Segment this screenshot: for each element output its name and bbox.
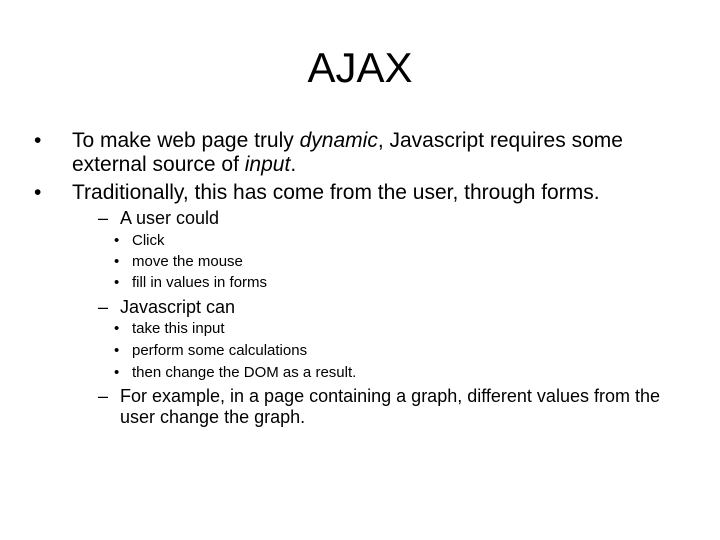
sub-sub-point-text: take this input — [132, 320, 225, 337]
text-run-italic: dynamic — [299, 129, 378, 152]
sub-point — [82, 208, 710, 229]
text-run: , Javascript requires some external source of — [72, 129, 623, 176]
bullet-text: Traditionally, this has come from the user, through forms. — [72, 181, 600, 204]
sub-sub-point-text: move the mouse — [132, 253, 243, 270]
bullet-icon: • — [114, 253, 120, 270]
text-run: To make web page truly — [72, 129, 300, 152]
dash-icon: – — [98, 386, 109, 406]
sub-sub-point — [112, 342, 632, 360]
bullet-icon: • — [114, 232, 120, 249]
bullet-icon: • — [114, 364, 120, 381]
sub-point-text: A user could — [120, 208, 220, 228]
sub-sub-point-text: Click — [132, 232, 165, 249]
bullet-icon: • — [114, 274, 120, 291]
sub-sub-point — [112, 320, 632, 338]
slide-title: AJAX — [307, 44, 413, 91]
bullet-icon: • — [114, 342, 120, 359]
sub-sub-point — [112, 253, 632, 271]
bullet-point — [34, 129, 692, 177]
bullet-text — [40, 129, 692, 177]
bullet-icon: • — [34, 129, 42, 152]
bullet-point — [34, 181, 692, 205]
dash-icon: – — [98, 297, 109, 317]
sub-sub-point — [112, 232, 632, 250]
sub-sub-point — [112, 364, 632, 382]
dash-icon: – — [98, 208, 109, 228]
sub-point-text: For example, in a page containing a graph, different values from the user change the graph. — [120, 386, 660, 427]
sub-sub-point-text: fill in values in forms — [132, 274, 268, 291]
sub-point-text: Javascript can — [120, 297, 236, 317]
sub-point — [82, 386, 685, 428]
text-run-italic: input — [244, 153, 291, 176]
sub-sub-point — [112, 274, 632, 292]
sub-point — [82, 297, 710, 318]
text-run: . — [290, 153, 297, 176]
bullet-icon: • — [114, 320, 120, 337]
sub-sub-point-text: perform some calculations — [132, 342, 308, 359]
sub-sub-point-text: then change the DOM as a result. — [132, 364, 357, 381]
bullet-icon: • — [34, 181, 42, 204]
